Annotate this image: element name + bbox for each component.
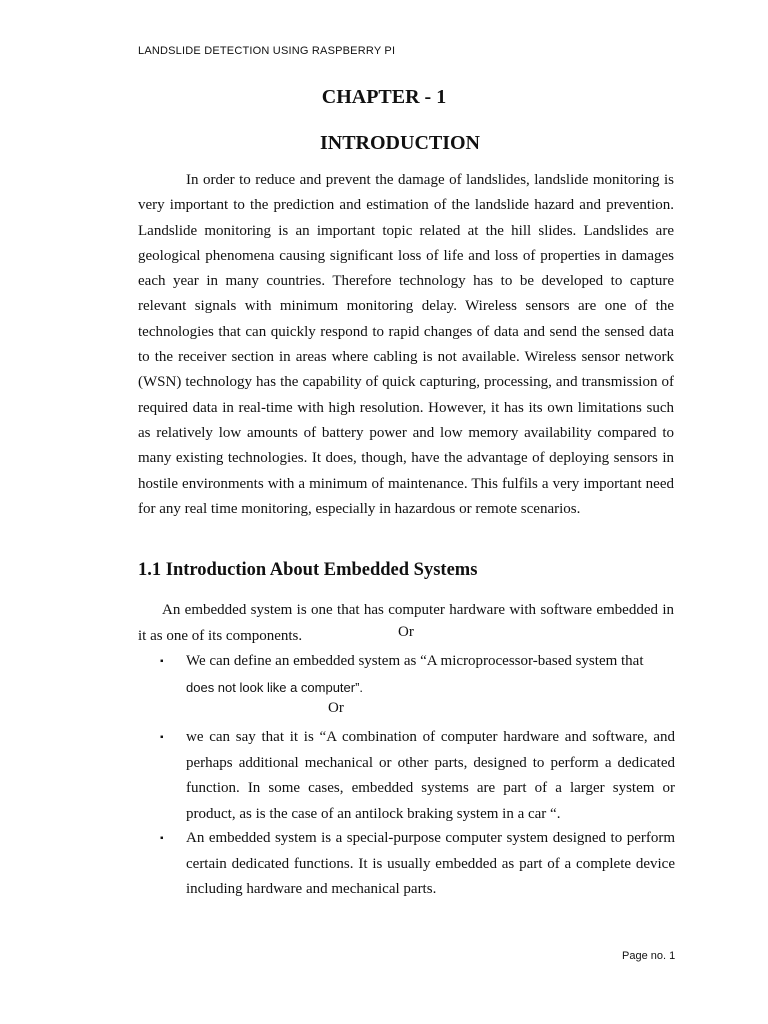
bullet-item-2: we can say that it is “A combination of computer hardware and software, and perhaps additional mechanical or other parts, designed to perform a dedicated function. In some cases, embedded systems are part of a larger system or product, as is the case of an antilock braking system in a car “. bbox=[186, 729, 675, 822]
bullet-icon: ▪ bbox=[160, 656, 164, 667]
chapter-title: CHAPTER - 1 bbox=[321, 86, 447, 108]
page-number-value: 1 bbox=[669, 950, 676, 962]
bullet-item-3: An embedded system is a special-purpose computer system designed to perform certain dedicated functions. It is usually embedded as part of a complete device including hardware and mechanical parts. bbox=[186, 830, 675, 897]
page-number bbox=[622, 950, 675, 962]
introduction-heading: INTRODUCTION bbox=[319, 132, 481, 154]
bullet-icon: ▪ bbox=[160, 833, 164, 844]
intro-paragraph: In order to reduce and prevent the damage of landslides, landslide monitoring is very important to the prediction and estimation of the landslide hazard and prevention. Landslide monitoring is an important topic related at the hill slides. Landslides are geological phenomena causing significant loss of life and loss of properties in damages each year in many countries. Therefore technology has to be developed to capture relevant signals with minimum monitoring delay. Wireless sensors are one of the technologies that can quickly respond to rapid changes of data and send the sensed data to the receiver section in areas where cabling is not available. Wireless sensor network (WSN) technology has the capability of quick capturing, processing, and transmission of required data in real-time with high resolution. However, it has its own limitations such as relatively low amounts of battery power and low memory availability compared to many existing technologies. It does, though, have the advantage of deploying sensors in hostile environments with a minimum of maintenance. This fulfils a very important need for any real time monitoring, especially in hazardous or remote scenarios. bbox=[138, 172, 674, 517]
embedded-intro-paragraph: An embedded system is one that has computer hardware with software embedded in it as one of its components. bbox=[138, 602, 674, 644]
page-number-label: Page no. bbox=[622, 950, 667, 962]
section-heading: 1.1 Introduction About Embedded Systems bbox=[138, 560, 478, 580]
running-header: LANDSLIDE DETECTION USING RASPBERRY PI bbox=[138, 45, 396, 57]
or-separator-inline: Or bbox=[398, 624, 414, 640]
bullet-icon: ▪ bbox=[160, 732, 164, 743]
bullet-item-1-continuation: does not look like a computer”. bbox=[186, 679, 364, 695]
bullet-item-1 bbox=[186, 649, 675, 701]
bullet-item-1-text: We can define an embedded system as “A microprocessor-based system that bbox=[186, 653, 644, 669]
or-separator-centered: Or bbox=[328, 700, 344, 716]
